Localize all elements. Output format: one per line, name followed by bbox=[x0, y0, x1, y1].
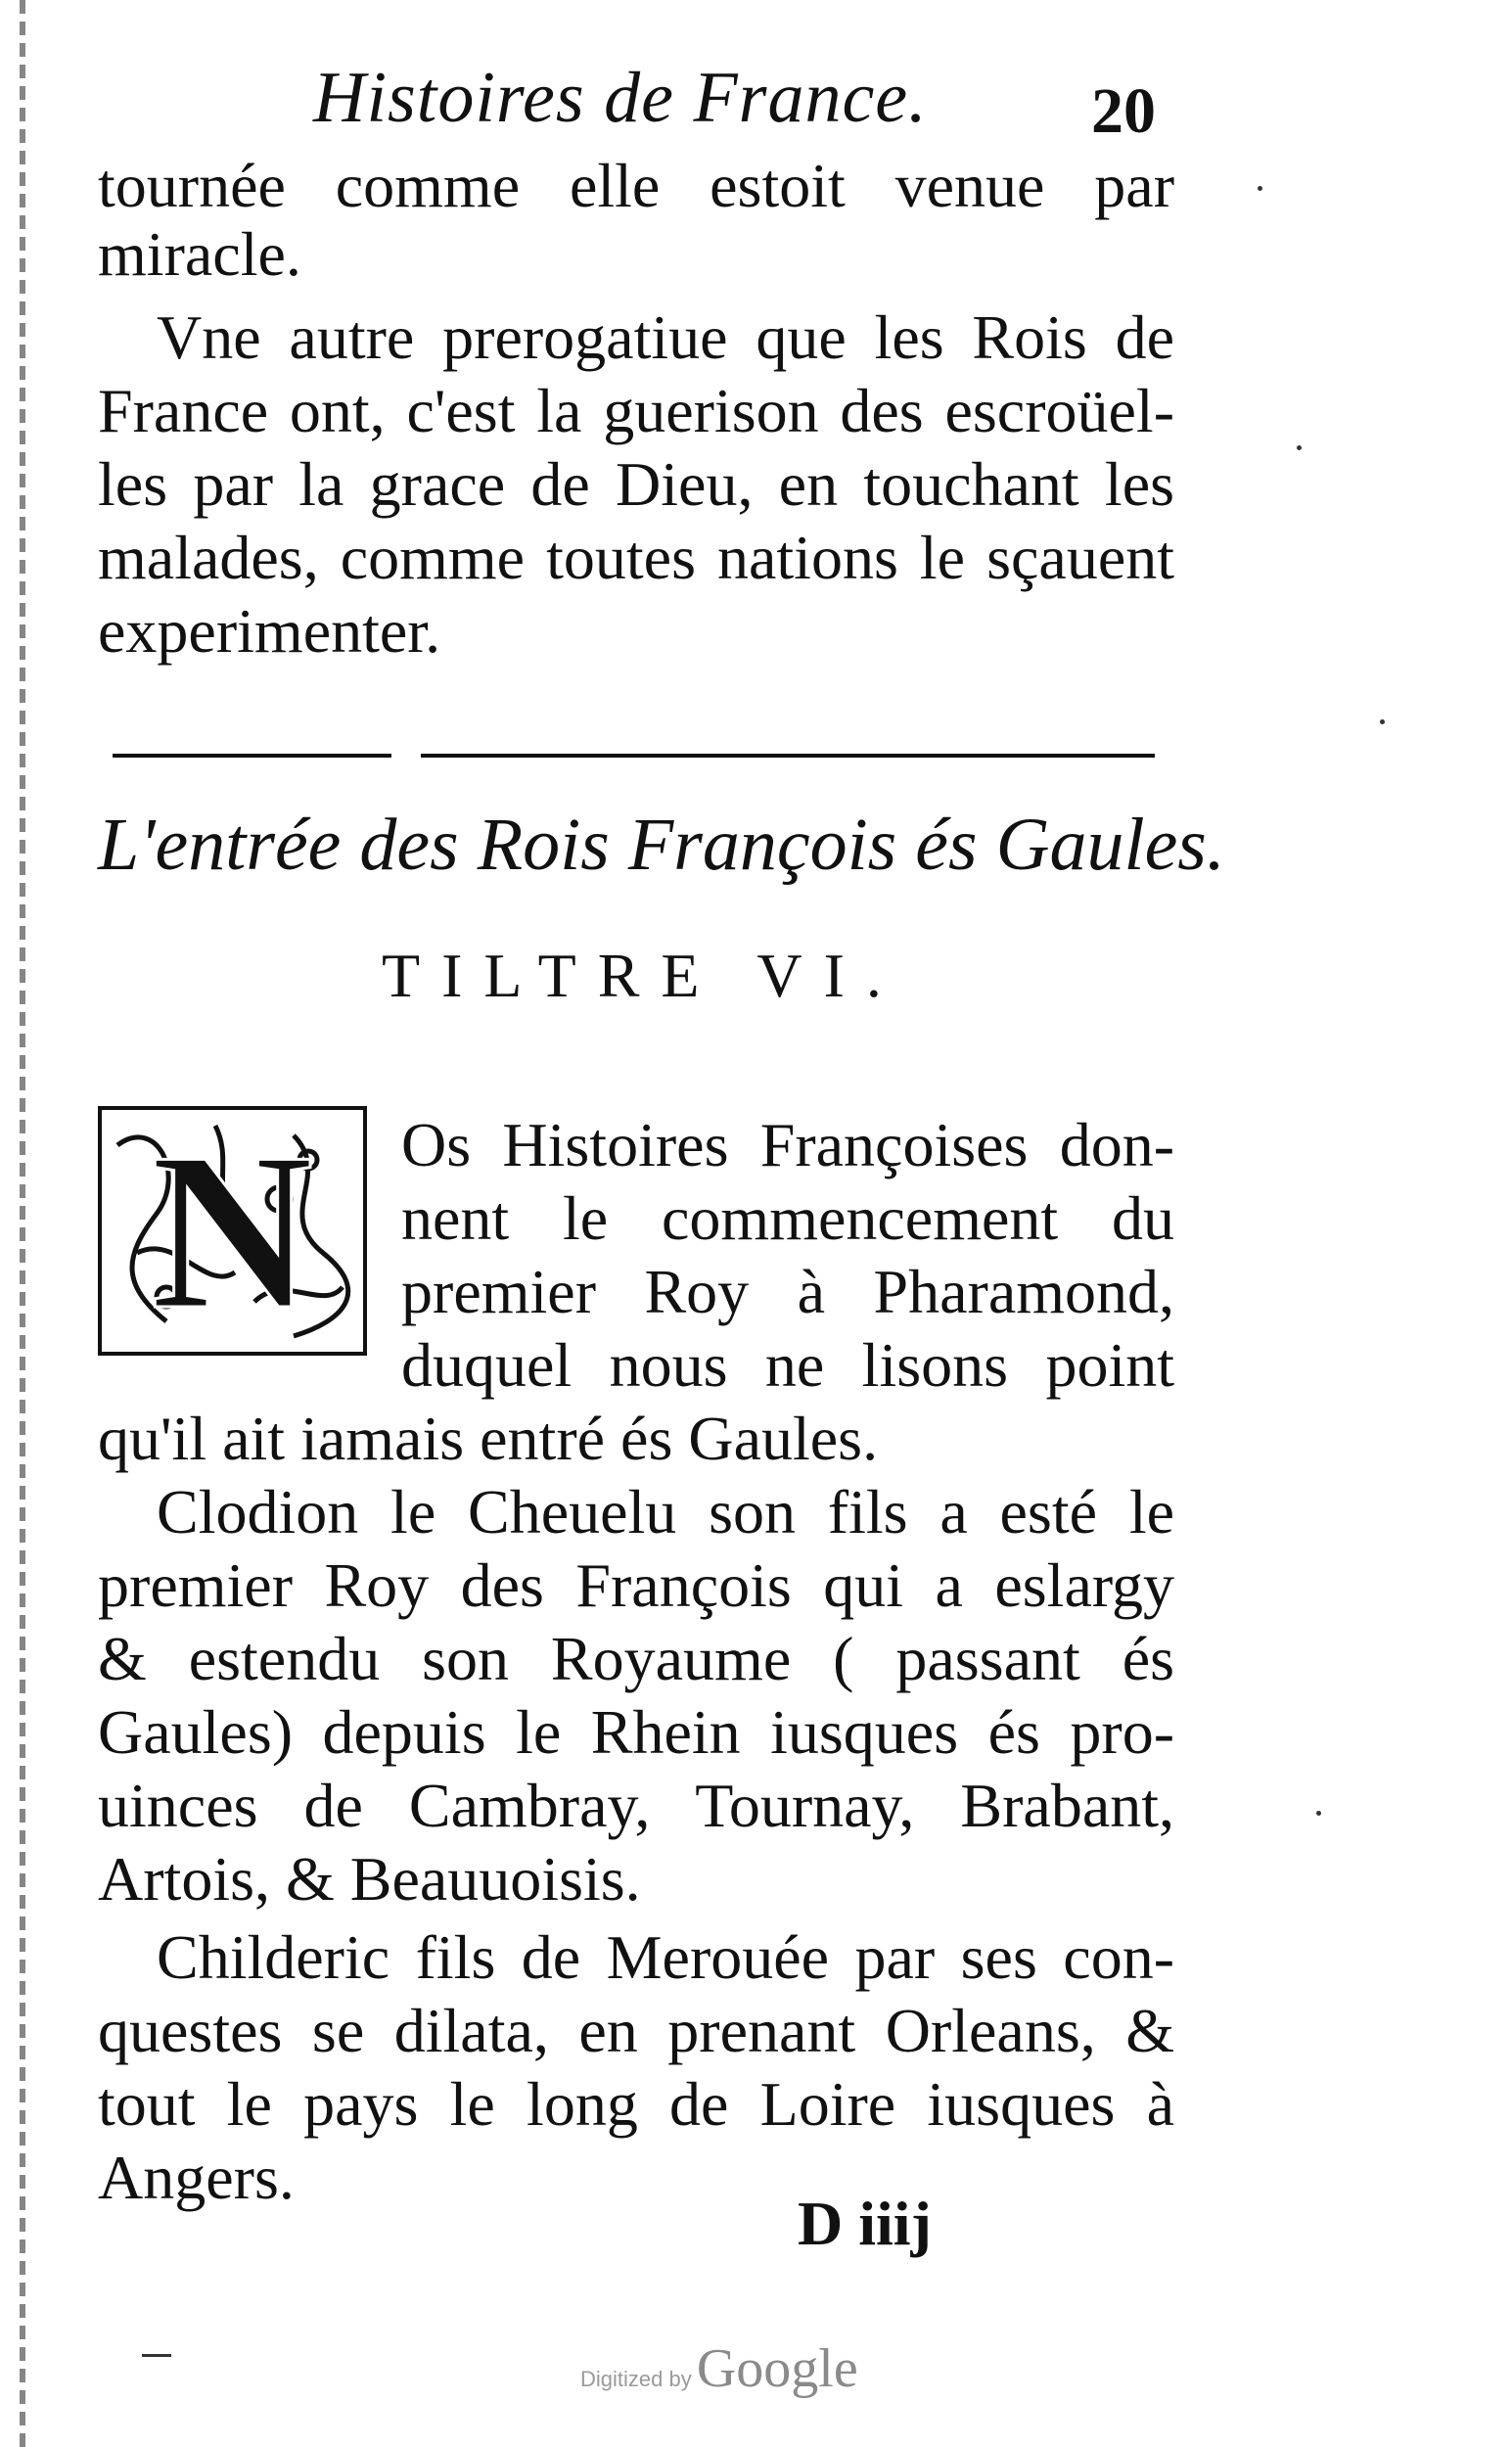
decorated-initial bbox=[98, 1106, 367, 1356]
text-line: Angers. bbox=[98, 2143, 295, 2212]
section-rule-right bbox=[421, 754, 1155, 758]
text-line: Childeric fils de Merouée par ses con- bbox=[157, 1922, 1174, 1992]
watermark-brand: Google bbox=[696, 2338, 858, 2399]
text-line: duquel nous ne lisons point bbox=[401, 1330, 1174, 1400]
section-number: TILTRE VI. bbox=[382, 941, 903, 1010]
text-line: premier Roy à Pharamond, bbox=[401, 1257, 1174, 1326]
text-line: & estendu son Royaume ( passant és bbox=[98, 1624, 1174, 1693]
page-number: 20 bbox=[1091, 75, 1156, 147]
text-line: miracle. bbox=[98, 219, 301, 289]
running-head: Histoires de France. bbox=[313, 58, 928, 138]
text-line: questes se dilata, en prenant Orleans, & bbox=[98, 1996, 1174, 2065]
scan-speck bbox=[142, 2354, 171, 2357]
scan-speck bbox=[1297, 445, 1302, 450]
text-line: uinces de Cambray, Tournay, Brabant, bbox=[98, 1771, 1174, 1840]
section-rule-left bbox=[113, 754, 391, 758]
text-line: nent le commencement du bbox=[401, 1183, 1174, 1253]
text-line: Vne autre prerogatiue que les Rois de bbox=[157, 302, 1174, 372]
initial-letter: N bbox=[150, 1106, 314, 1356]
text-line: tout le pays le long de Loire iusques à bbox=[98, 2069, 1174, 2139]
text-line: Gaules) depuis le Rhein iusques és pro- bbox=[98, 1697, 1174, 1767]
scan-speck bbox=[1258, 186, 1262, 191]
watermark-prefix: Digitized by bbox=[580, 2367, 692, 2391]
text-line: les par la grace de Dieu, en touchant les bbox=[98, 449, 1174, 519]
text-line: Os Histoires Françoises don- bbox=[401, 1110, 1174, 1179]
text-line: Clodion le Cheuelu son fils a esté le bbox=[157, 1477, 1174, 1547]
text-line: premier Roy des François qui a eslargy bbox=[98, 1550, 1174, 1620]
digitization-watermark bbox=[580, 2337, 858, 2400]
text-line: experimenter. bbox=[98, 596, 441, 666]
text-line: tournée comme elle estoit venue par bbox=[98, 151, 1174, 220]
scan-speck bbox=[1380, 719, 1385, 724]
text-line: qu'il ait iamais entré és Gaules. bbox=[98, 1404, 879, 1473]
section-title: L'entrée des Rois François és Gaules. bbox=[98, 804, 1225, 886]
page-edge-shadow bbox=[20, 0, 25, 2447]
catchword-signature: D iiij bbox=[798, 2189, 932, 2258]
scan-speck bbox=[1316, 1811, 1321, 1816]
text-line: Artois, & Beauuoisis. bbox=[98, 1844, 641, 1914]
text-line: malades, comme toutes nations le sçauent bbox=[98, 523, 1174, 592]
text-line: France ont, c'est la guerison des escroüel- bbox=[98, 376, 1174, 445]
